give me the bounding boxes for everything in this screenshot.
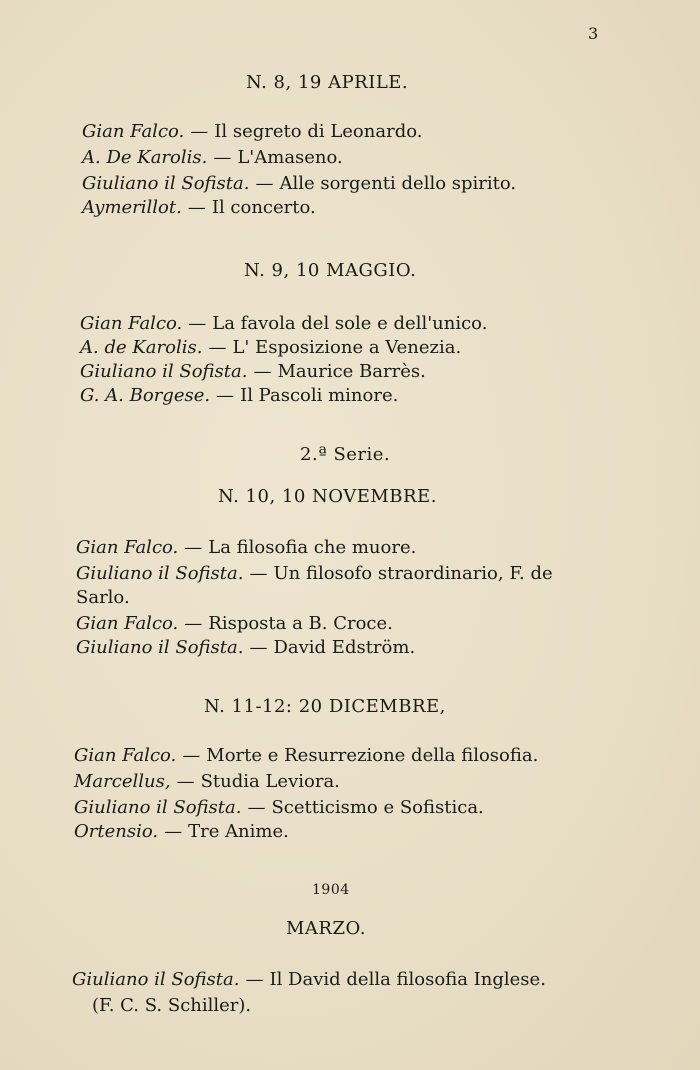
issue-heading: N. 9, 10 MAGGIO. xyxy=(244,260,417,281)
table-row xyxy=(74,820,289,844)
table-row xyxy=(74,770,340,794)
table-row xyxy=(80,336,461,360)
entry-title: Studia Leviora. xyxy=(200,771,340,792)
issue-heading: N. 8, 19 APRILE. xyxy=(246,72,409,93)
entry-dash: — xyxy=(255,173,274,194)
entry-title: Maurice Barrès. xyxy=(277,361,426,382)
entry-author: Giuliano il Sofista. xyxy=(80,361,248,382)
entry-author: Gian Falco. xyxy=(80,313,183,334)
table-row xyxy=(80,384,398,408)
entry-dash: — xyxy=(208,337,227,358)
entry-dash: — xyxy=(184,613,203,634)
table-row xyxy=(82,196,316,220)
table-row xyxy=(92,994,251,1018)
year-heading: 1904 xyxy=(312,882,350,898)
entry-dash: — xyxy=(249,637,268,658)
entry-dash: — xyxy=(176,771,195,792)
entry-author: G. A. Borgese. xyxy=(80,385,211,406)
entry-dash: — xyxy=(216,385,235,406)
table-row xyxy=(76,612,393,636)
entry-title: Scetticismo e Sofistica. xyxy=(271,797,484,818)
entry-author: Gian Falco. xyxy=(76,537,179,558)
entry-dash: — xyxy=(187,197,206,218)
entry-author: Giuliano il Sofista. xyxy=(82,173,250,194)
entry-dash: — xyxy=(164,821,183,842)
entry-dash: — xyxy=(247,797,266,818)
entry-dash: — xyxy=(184,537,203,558)
entry-author: A. de Karolis. xyxy=(80,337,203,358)
table-row xyxy=(82,146,343,170)
table-row xyxy=(76,562,553,586)
entry-title: (F. C. S. Schiller). xyxy=(92,995,252,1016)
entry-dash: — xyxy=(190,121,209,142)
entry-title: Il Pascoli minore. xyxy=(240,385,399,406)
entry-title: La favola del sole e dell'unico. xyxy=(212,313,488,334)
entry-title: La filosofia che muore. xyxy=(208,537,417,558)
entry-title: L' Esposizione a Venezia. xyxy=(232,337,462,358)
table-row xyxy=(80,312,487,336)
entry-dash: — xyxy=(249,563,268,584)
entry-dash: — xyxy=(213,147,232,168)
entry-title: David Edström. xyxy=(273,637,416,658)
entry-author: Gian Falco. xyxy=(76,613,179,634)
entry-author: Marcellus, xyxy=(74,771,171,792)
table-row xyxy=(76,536,416,560)
entry-title: Un filosofo straordinario, F. de xyxy=(273,563,553,584)
entry-dash: — xyxy=(253,361,272,382)
entry-title: L'Amaseno. xyxy=(237,147,343,168)
entry-author: Gian Falco. xyxy=(74,745,177,766)
entry-author: Aymerillot. xyxy=(82,197,182,218)
month-heading: MARZO. xyxy=(286,918,366,939)
entry-author: Ortensio. xyxy=(74,821,159,842)
entry-title: Sarlo. xyxy=(76,587,130,608)
entry-title: Morte e Resurrezione della filosofia. xyxy=(206,745,539,766)
page-number: 3 xyxy=(588,24,599,43)
entry-author: Giuliano il Sofista. xyxy=(72,969,240,990)
issue-heading: N. 10, 10 NOVEMBRE. xyxy=(218,486,437,507)
entry-title: Risposta a B. Croce. xyxy=(208,613,393,634)
entry-author: Giuliano il Sofista. xyxy=(76,563,244,584)
table-row xyxy=(82,172,516,196)
table-row xyxy=(74,744,538,768)
table-row xyxy=(82,120,422,144)
table-row xyxy=(74,796,484,820)
entry-title: Il concerto. xyxy=(211,197,316,218)
series-heading: 2.ª Serie. xyxy=(300,444,391,465)
issue-heading: N. 11-12: 20 DICEMBRE, xyxy=(204,696,446,717)
entry-author: Giuliano il Sofista. xyxy=(74,797,242,818)
table-row xyxy=(80,360,426,384)
table-row xyxy=(76,636,415,660)
entry-title: Alle sorgenti dello spirito. xyxy=(279,173,517,194)
table-row xyxy=(76,586,130,610)
table-row xyxy=(72,968,546,992)
entry-author: A. De Karolis. xyxy=(82,147,208,168)
entry-dash: — xyxy=(182,745,201,766)
entry-title: Tre Anime. xyxy=(188,821,289,842)
entry-title: Il segreto di Leonardo. xyxy=(214,121,423,142)
entry-author: Gian Falco. xyxy=(82,121,185,142)
entry-title: Il David della filosofia Inglese. xyxy=(269,969,546,990)
entry-author: Giuliano il Sofista. xyxy=(76,637,244,658)
entry-dash: — xyxy=(245,969,264,990)
entry-dash: — xyxy=(188,313,207,334)
